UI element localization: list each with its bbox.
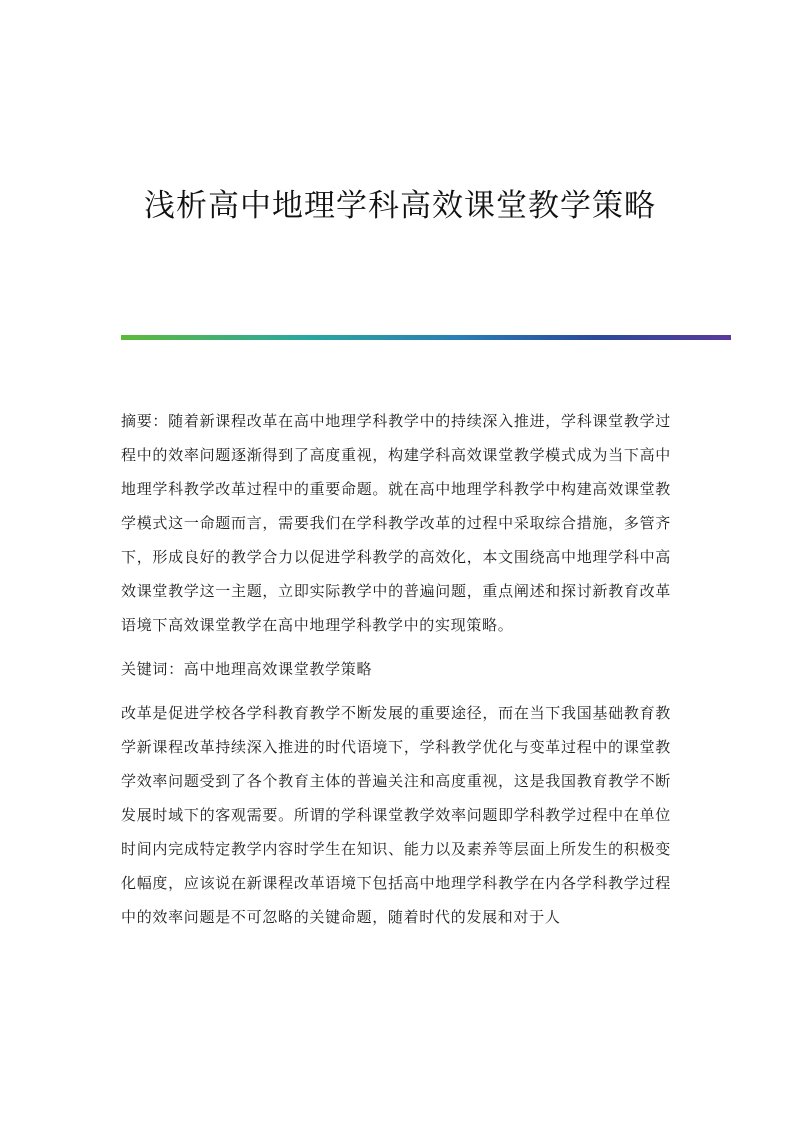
abstract-paragraph: 摘要：随着新课程改革在高中地理学科教学中的持续深入推进，学科课堂教学过程中的效率问题逐渐得到了高度重视，构建学科高效课堂教学模式成为当下高中地理学科教学改革过程中的重要命题。就在高中地理学科教学中构建高效课堂教学模式这一命题而言，需要我们在学科教学改革的过程中采取综合措施，多管齐下，形成良好的教学合力以促进学科教学的高效化，本文围绕高中地理学科中高效课堂教学这一主题，立即实际教学中的普遍问题，重点阐述和探讨新教育改革语境下高效课堂教学在高中地理学科教学中的实现策略。 bbox=[121, 412, 671, 634]
gradient-divider bbox=[121, 335, 731, 340]
keywords-line: 关键词：高中地理高效课堂教学策略 bbox=[121, 660, 373, 678]
document-body bbox=[121, 404, 671, 944]
body-paragraph: 改革是促进学校各学科教育教学不断发展的重要途径，而在当下我国基础教育教学新课程改革持续深入推进的时代语境下，学科教学优化与变革过程中的课堂教学效率问题受到了各个教育主体的普遍关注和高度重视，这是我国教育教学不断发展时域下的客观需要。所谓的学科课堂教学效率问题即学科教学过程中在单位时间内完成特定教学内容时学生在知识、能力以及素养等层面上所发生的积极变化幅度，应该说在新课程改革语境下包括高中地理学科教学在内各学科教学过程中的效率问题是不可忽略的关键命题，随着时代的发展和对于人 bbox=[121, 704, 671, 926]
document-title: 浅析高中地理学科高效课堂教学策略 bbox=[144, 188, 656, 224]
